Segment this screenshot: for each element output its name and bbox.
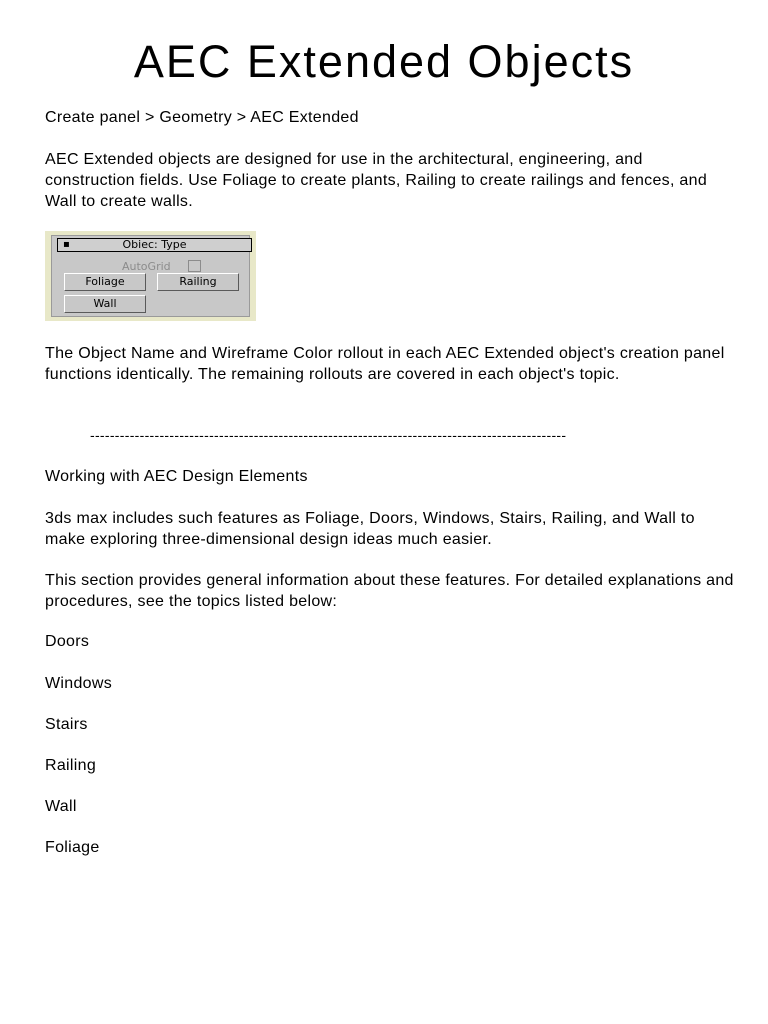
topic-link-wall[interactable]: Wall: [45, 798, 77, 815]
foliage-button[interactable]: Foliage: [64, 273, 146, 291]
section-paragraph-1: 3ds max includes such features as Foliage, Doors, Windows, Stairs, Railing, and Wall to make exploring three-dimensional design ideas much easier.: [45, 510, 695, 548]
object-type-rollout-image: [45, 231, 256, 321]
rollout-header-label: Obiec: Type: [122, 238, 187, 251]
section-heading: Working with AEC Design Elements: [45, 468, 308, 485]
topic-link-windows[interactable]: Windows: [45, 675, 113, 692]
rollout-panel: [51, 235, 250, 317]
autogrid-label: AutoGrid: [122, 260, 171, 273]
wall-button[interactable]: Wall: [64, 295, 146, 313]
topic-link-railing[interactable]: Railing: [45, 757, 97, 774]
topic-link-doors[interactable]: Doors: [45, 633, 90, 650]
topic-link-stairs[interactable]: Stairs: [45, 716, 88, 733]
rollout-note-paragraph: The Object Name and Wireframe Color rollout in each AEC Extended object's creation panel functions identically. The remaining rollouts are covered in each object's topic.: [45, 345, 725, 383]
page-title: AEC Extended Objects: [133, 36, 635, 87]
intro-paragraph: AEC Extended objects are designed for use in the architectural, engineering, and construction fields. Use Foliage to create plants, Railing to create railings and fences, and Wall to create walls.: [45, 151, 708, 210]
section-paragraph-2: This section provides general information about these features. For detailed explanations and procedures, see the topics listed below:: [45, 572, 734, 610]
breadcrumb: Create panel > Geometry > AEC Extended: [45, 109, 359, 126]
autogrid-checkbox[interactable]: [188, 260, 201, 272]
separator-line: ------------------------------------------------------------------------------------------------: [90, 427, 567, 443]
topic-link-foliage[interactable]: Foliage: [45, 839, 100, 856]
rollout-header[interactable]: [57, 238, 252, 252]
railing-button[interactable]: Railing: [157, 273, 239, 291]
collapse-icon: ▪: [63, 239, 70, 250]
